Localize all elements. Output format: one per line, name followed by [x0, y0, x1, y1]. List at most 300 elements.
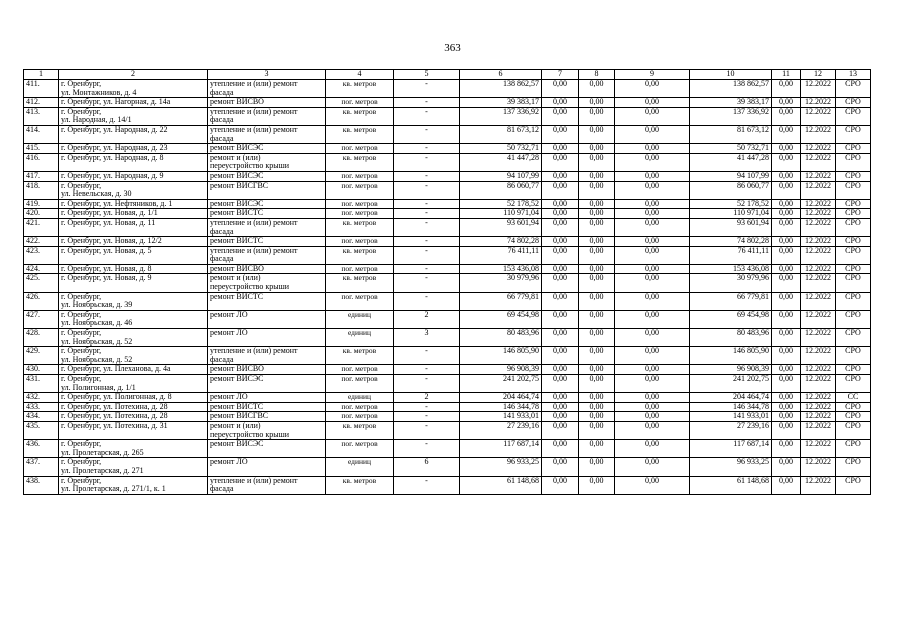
- deadline-cell: 12.2022: [801, 310, 836, 328]
- unit-cell: пог. метров: [326, 181, 394, 199]
- work-type-cell-line: утепление и (или) ремонт: [210, 476, 298, 485]
- col11-cell: 0,00: [772, 347, 801, 365]
- unit-cell: пог. метров: [326, 412, 394, 422]
- address-cell: [59, 80, 208, 98]
- col9-cell: 0,00: [615, 181, 690, 199]
- work-type-cell-line: ремонт и (или): [210, 273, 261, 283]
- cost-fund-cell: 96 933,25: [690, 458, 772, 476]
- col11-cell: 0,00: [772, 393, 801, 403]
- unit-cell: пог. метров: [326, 199, 394, 209]
- work-type-cell-line: ремонт ЛО: [210, 457, 248, 467]
- col7-cell: 0,00: [542, 218, 579, 236]
- cost-fund-cell: 138 862,57: [690, 80, 772, 98]
- col7-cell: 0,00: [542, 98, 579, 108]
- row-number: 437.: [24, 458, 59, 476]
- address-cell: [59, 246, 208, 264]
- address-cell: [59, 476, 208, 494]
- work-type-cell-line: ремонт ВИСВО: [210, 364, 264, 374]
- unit-cell: кв. метров: [326, 347, 394, 365]
- col9-cell: 0,00: [615, 80, 690, 98]
- work-type-cell: [208, 199, 326, 209]
- table-row: [24, 292, 871, 310]
- cost-total-cell: 30 979,96: [460, 274, 542, 292]
- table-row: [24, 209, 871, 219]
- work-type-cell-line: ремонт ВИСЭС: [210, 439, 264, 449]
- col8-cell: 0,00: [579, 199, 615, 209]
- volume-cell: -: [394, 171, 460, 181]
- col8-cell: 0,00: [579, 329, 615, 347]
- volume-cell: -: [394, 476, 460, 494]
- method-cell: СРО: [836, 181, 871, 199]
- work-type-cell: [208, 421, 326, 439]
- column-header: 9: [615, 70, 690, 80]
- table-row: [24, 199, 871, 209]
- col11-cell: 0,00: [772, 458, 801, 476]
- cost-fund-cell: 153 436,08: [690, 264, 772, 274]
- table-row: [24, 107, 871, 125]
- col8-cell: 0,00: [579, 218, 615, 236]
- col8-cell: 0,00: [579, 144, 615, 154]
- address-cell: [59, 171, 208, 181]
- col8-cell: 0,00: [579, 476, 615, 494]
- deadline-cell: 12.2022: [801, 171, 836, 181]
- work-type-cell-line: ремонт и (или): [210, 153, 261, 162]
- col7-cell: 0,00: [542, 440, 579, 458]
- cost-fund-cell: 93 601,94: [690, 218, 772, 236]
- work-type-cell-line: фасада: [210, 87, 234, 97]
- address-cell: [59, 375, 208, 393]
- unit-cell: кв. метров: [326, 153, 394, 171]
- work-type-cell: [208, 237, 326, 247]
- table-row: [24, 347, 871, 365]
- unit-cell: пог. метров: [326, 375, 394, 393]
- col8-cell: 0,00: [579, 458, 615, 476]
- work-type-cell-line: ремонт ВИСТС: [210, 208, 264, 218]
- col7-cell: 0,00: [542, 393, 579, 403]
- work-type-cell-line: утепление и (или) ремонт: [210, 79, 298, 88]
- col7-cell: 0,00: [542, 107, 579, 125]
- cost-total-cell: 52 178,52: [460, 199, 542, 209]
- col8-cell: 0,00: [579, 125, 615, 143]
- cost-fund-cell: 94 107,99: [690, 171, 772, 181]
- col11-cell: 0,00: [772, 209, 801, 219]
- address-cell: [59, 98, 208, 108]
- column-header: 11: [772, 70, 801, 80]
- work-type-cell: [208, 402, 326, 412]
- address-cell-line: г. Оренбург, ул. Потехина, д. 28: [61, 411, 168, 421]
- col7-cell: 0,00: [542, 402, 579, 412]
- col11-cell: 0,00: [772, 365, 801, 375]
- col9-cell: 0,00: [615, 365, 690, 375]
- cost-total-cell: 41 447,28: [460, 153, 542, 171]
- deadline-cell: 12.2022: [801, 375, 836, 393]
- row-number: 411.: [24, 80, 59, 98]
- work-type-cell-line: фасада: [210, 354, 234, 364]
- method-cell: СРО: [836, 264, 871, 274]
- row-number: 438.: [24, 476, 59, 494]
- method-cell: СРО: [836, 98, 871, 108]
- row-number: 417.: [24, 171, 59, 181]
- col11-cell: 0,00: [772, 237, 801, 247]
- work-type-cell-line: фасада: [210, 133, 234, 143]
- address-cell: [59, 107, 208, 125]
- column-header: 6: [460, 70, 542, 80]
- address-cell-line: г. Оренбург,: [61, 439, 102, 449]
- address-cell: [59, 310, 208, 328]
- col7-cell: 0,00: [542, 125, 579, 143]
- cost-total-cell: 146 344,78: [460, 402, 542, 412]
- work-type-cell: [208, 181, 326, 199]
- row-number: 427.: [24, 310, 59, 328]
- work-type-cell-line: ремонт ЛО: [210, 310, 248, 319]
- address-cell-line: г. Оренбург,: [61, 181, 102, 190]
- address-cell-line: ул. Монтажников, д. 4: [61, 87, 137, 97]
- volume-cell: -: [394, 246, 460, 264]
- register-table: [23, 69, 871, 495]
- unit-cell: пог. метров: [326, 365, 394, 375]
- address-cell-line: г. Оренбург, ул. Новая, д. 12/2: [61, 236, 162, 246]
- unit-cell: пог. метров: [326, 264, 394, 274]
- work-type-cell: [208, 153, 326, 171]
- col9-cell: 0,00: [615, 125, 690, 143]
- table-row: [24, 440, 871, 458]
- table-row: [24, 264, 871, 274]
- work-type-cell-line: утепление и (или) ремонт: [210, 346, 298, 356]
- address-cell-line: г. Оренбург,: [61, 79, 102, 88]
- address-cell-line: г. Оренбург, ул. Новая, д. 9: [61, 273, 152, 283]
- volume-cell: 3: [394, 329, 460, 347]
- row-number: 425.: [24, 274, 59, 292]
- address-cell-line: г. Оренбург,: [61, 374, 102, 383]
- cost-total-cell: 146 805,90: [460, 347, 542, 365]
- work-type-cell: [208, 292, 326, 310]
- col11-cell: 0,00: [772, 440, 801, 458]
- unit-cell: единиц: [326, 329, 394, 347]
- volume-cell: 2: [394, 393, 460, 403]
- method-cell: СРО: [836, 310, 871, 328]
- method-cell: СРО: [836, 365, 871, 375]
- address-cell: [59, 440, 208, 458]
- work-type-cell: [208, 218, 326, 236]
- column-header: 4: [326, 70, 394, 80]
- work-type-cell: [208, 310, 326, 328]
- col9-cell: 0,00: [615, 199, 690, 209]
- unit-cell: пог. метров: [326, 402, 394, 412]
- col11-cell: 0,00: [772, 412, 801, 422]
- row-number: 418.: [24, 181, 59, 199]
- deadline-cell: 12.2022: [801, 218, 836, 236]
- row-number: 416.: [24, 153, 59, 171]
- method-cell: СРО: [836, 476, 871, 494]
- work-type-cell-line: утепление и (или) ремонт: [210, 125, 298, 134]
- col8-cell: 0,00: [579, 274, 615, 292]
- cost-total-cell: 39 383,17: [460, 98, 542, 108]
- row-number: 436.: [24, 440, 59, 458]
- address-cell-line: г. Оренбург, ул. Нагорная, д. 14а: [61, 97, 171, 107]
- deadline-cell: 12.2022: [801, 365, 836, 375]
- col8-cell: 0,00: [579, 402, 615, 412]
- col11-cell: 0,00: [772, 125, 801, 143]
- volume-cell: -: [394, 144, 460, 154]
- row-number: 432.: [24, 393, 59, 403]
- work-type-cell: [208, 209, 326, 219]
- unit-cell: кв. метров: [326, 246, 394, 264]
- row-number: 430.: [24, 365, 59, 375]
- work-type-cell-line: переустройство крыши: [210, 161, 290, 171]
- cost-fund-cell: 241 202,75: [690, 375, 772, 393]
- address-cell: [59, 274, 208, 292]
- col8-cell: 0,00: [579, 209, 615, 219]
- address-cell-line: г. Оренбург, ул. Народная, д. 22: [61, 125, 168, 134]
- row-number: 429.: [24, 347, 59, 365]
- table-row: [24, 375, 871, 393]
- volume-cell: 6: [394, 458, 460, 476]
- col8-cell: 0,00: [579, 393, 615, 403]
- col8-cell: 0,00: [579, 347, 615, 365]
- cost-fund-cell: 110 971,04: [690, 209, 772, 219]
- address-cell-line: ул. Полигонная, д. 1/1: [61, 382, 136, 392]
- row-number: 426.: [24, 292, 59, 310]
- address-cell-line: г. Оренбург, ул. Плеханова, д. 4а: [61, 364, 171, 374]
- unit-cell: пог. метров: [326, 237, 394, 247]
- cost-fund-cell: 141 933,01: [690, 412, 772, 422]
- col9-cell: 0,00: [615, 153, 690, 171]
- work-type-cell: [208, 329, 326, 347]
- address-cell: [59, 264, 208, 274]
- col8-cell: 0,00: [579, 421, 615, 439]
- address-cell-line: г. Оренбург, ул. Нефтяников, д. 1: [61, 199, 173, 208]
- col8-cell: 0,00: [579, 292, 615, 310]
- volume-cell: -: [394, 218, 460, 236]
- col8-cell: 0,00: [579, 98, 615, 108]
- unit-cell: кв. метров: [326, 218, 394, 236]
- work-type-cell-line: ремонт ЛО: [210, 392, 248, 402]
- volume-cell: -: [394, 402, 460, 412]
- address-cell-line: г. Оренбург, ул. Народная, д. 9: [61, 171, 164, 180]
- work-type-cell-line: ремонт ВИСТС: [210, 236, 264, 246]
- deadline-cell: 12.2022: [801, 412, 836, 422]
- unit-cell: кв. метров: [326, 421, 394, 439]
- table-row: [24, 181, 871, 199]
- cost-total-cell: 69 454,98: [460, 310, 542, 328]
- address-cell: [59, 209, 208, 219]
- work-type-cell-line: ремонт ВИСТС: [210, 402, 264, 411]
- cost-fund-cell: 30 979,96: [690, 274, 772, 292]
- col11-cell: 0,00: [772, 98, 801, 108]
- address-cell: [59, 365, 208, 375]
- table-row: [24, 144, 871, 154]
- table-row: [24, 171, 871, 181]
- address-cell-line: г. Оренбург, ул. Потехина, д. 28: [61, 402, 168, 411]
- address-cell-line: г. Оренбург,: [61, 328, 102, 338]
- address-cell: [59, 199, 208, 209]
- method-cell: СРО: [836, 125, 871, 143]
- table-row: [24, 421, 871, 439]
- column-header: 1: [24, 70, 59, 80]
- work-type-cell-line: ремонт ВИСЭС: [210, 199, 264, 208]
- unit-cell: кв. метров: [326, 80, 394, 98]
- cost-fund-cell: 96 908,39: [690, 365, 772, 375]
- work-type-cell: [208, 458, 326, 476]
- deadline-cell: 12.2022: [801, 209, 836, 219]
- cost-total-cell: 137 336,92: [460, 107, 542, 125]
- row-number: 428.: [24, 329, 59, 347]
- address-cell: [59, 153, 208, 171]
- work-type-cell: [208, 375, 326, 393]
- unit-cell: пог. метров: [326, 209, 394, 219]
- cost-total-cell: 94 107,99: [460, 171, 542, 181]
- cost-fund-cell: 146 805,90: [690, 347, 772, 365]
- col8-cell: 0,00: [579, 365, 615, 375]
- cost-total-cell: 81 673,12: [460, 125, 542, 143]
- deadline-cell: 12.2022: [801, 292, 836, 310]
- cost-total-cell: 76 411,11: [460, 246, 542, 264]
- method-cell: СРО: [836, 421, 871, 439]
- volume-cell: -: [394, 237, 460, 247]
- cost-fund-cell: 204 464,74: [690, 393, 772, 403]
- column-header: 12: [801, 70, 836, 80]
- col7-cell: 0,00: [542, 209, 579, 219]
- col9-cell: 0,00: [615, 107, 690, 125]
- volume-cell: -: [394, 264, 460, 274]
- unit-cell: единиц: [326, 393, 394, 403]
- column-header: 13: [836, 70, 871, 80]
- volume-cell: 2: [394, 310, 460, 328]
- address-cell-line: г. Оренбург, ул. Потехина, д. 31: [61, 421, 168, 430]
- deadline-cell: 12.2022: [801, 125, 836, 143]
- col11-cell: 0,00: [772, 144, 801, 154]
- unit-cell: кв. метров: [326, 476, 394, 494]
- address-cell: [59, 144, 208, 154]
- cost-fund-cell: 69 454,98: [690, 310, 772, 328]
- col11-cell: 0,00: [772, 246, 801, 264]
- deadline-cell: 12.2022: [801, 181, 836, 199]
- unit-cell: кв. метров: [326, 107, 394, 125]
- table-row: [24, 476, 871, 494]
- address-cell-line: г. Оренбург, ул. Новая, д. 1/1: [61, 208, 158, 218]
- work-type-cell-line: ремонт ВИСЭС: [210, 374, 264, 383]
- col9-cell: 0,00: [615, 274, 690, 292]
- col11-cell: 0,00: [772, 199, 801, 209]
- col9-cell: 0,00: [615, 421, 690, 439]
- cost-fund-cell: 61 148,68: [690, 476, 772, 494]
- volume-cell: -: [394, 292, 460, 310]
- cost-total-cell: 93 601,94: [460, 218, 542, 236]
- col8-cell: 0,00: [579, 375, 615, 393]
- col9-cell: 0,00: [615, 440, 690, 458]
- col11-cell: 0,00: [772, 476, 801, 494]
- address-cell-line: г. Оренбург, ул. Полигонная, д. 8: [61, 392, 172, 402]
- col7-cell: 0,00: [542, 365, 579, 375]
- col7-cell: 0,00: [542, 274, 579, 292]
- deadline-cell: 12.2022: [801, 237, 836, 247]
- cost-fund-cell: 27 239,16: [690, 421, 772, 439]
- col11-cell: 0,00: [772, 375, 801, 393]
- col7-cell: 0,00: [542, 237, 579, 247]
- cost-fund-cell: 39 383,17: [690, 98, 772, 108]
- cost-total-cell: 204 464,74: [460, 393, 542, 403]
- col11-cell: 0,00: [772, 329, 801, 347]
- method-cell: СРО: [836, 218, 871, 236]
- volume-cell: -: [394, 347, 460, 365]
- col11-cell: 0,00: [772, 402, 801, 412]
- col8-cell: 0,00: [579, 310, 615, 328]
- method-cell: СРО: [836, 237, 871, 247]
- col8-cell: 0,00: [579, 80, 615, 98]
- address-cell-line: ул. Ноябрьская, д. 52: [61, 336, 133, 346]
- col9-cell: 0,00: [615, 393, 690, 403]
- address-cell: [59, 347, 208, 365]
- col8-cell: 0,00: [579, 171, 615, 181]
- table-row: [24, 402, 871, 412]
- method-cell: СРО: [836, 209, 871, 219]
- work-type-cell: [208, 476, 326, 494]
- table-row: [24, 412, 871, 422]
- address-cell: [59, 181, 208, 199]
- col7-cell: 0,00: [542, 292, 579, 310]
- col7-cell: 0,00: [542, 199, 579, 209]
- volume-cell: -: [394, 421, 460, 439]
- cost-total-cell: 86 060,77: [460, 181, 542, 199]
- method-cell: СРО: [836, 246, 871, 264]
- table-body: [24, 80, 871, 495]
- work-type-cell: [208, 107, 326, 125]
- row-number: 423.: [24, 246, 59, 264]
- col11-cell: 0,00: [772, 292, 801, 310]
- volume-cell: -: [394, 80, 460, 98]
- address-cell: [59, 421, 208, 439]
- method-cell: СРО: [836, 440, 871, 458]
- method-cell: СРО: [836, 347, 871, 365]
- cost-fund-cell: 50 732,71: [690, 144, 772, 154]
- column-header: 5: [394, 70, 460, 80]
- address-cell-line: ул. Пролетарская, д. 271/1, к. 1: [61, 484, 166, 494]
- table-row: [24, 125, 871, 143]
- volume-cell: -: [394, 209, 460, 219]
- deadline-cell: 12.2022: [801, 274, 836, 292]
- cost-fund-cell: 76 411,11: [690, 246, 772, 264]
- column-header: 10: [690, 70, 772, 80]
- cost-total-cell: 96 908,39: [460, 365, 542, 375]
- method-cell: СРО: [836, 375, 871, 393]
- row-number: 435.: [24, 421, 59, 439]
- cost-fund-cell: 146 344,78: [690, 402, 772, 412]
- address-cell-line: г. Оренбург, ул. Новая, д. 8: [61, 264, 152, 273]
- work-type-cell-line: ремонт ЛО: [210, 328, 248, 338]
- work-type-cell: [208, 393, 326, 403]
- address-cell-line: ул. Ноябрьская, д. 52: [61, 354, 133, 364]
- address-cell-line: г. Оренбург,: [61, 310, 102, 319]
- unit-cell: пог. метров: [326, 144, 394, 154]
- table-row: [24, 274, 871, 292]
- work-type-cell: [208, 144, 326, 154]
- work-type-cell: [208, 365, 326, 375]
- col9-cell: 0,00: [615, 375, 690, 393]
- method-cell: СРО: [836, 107, 871, 125]
- col7-cell: 0,00: [542, 264, 579, 274]
- volume-cell: -: [394, 98, 460, 108]
- table-row: [24, 246, 871, 264]
- unit-cell: кв. метров: [326, 125, 394, 143]
- column-header: 8: [579, 70, 615, 80]
- deadline-cell: 12.2022: [801, 393, 836, 403]
- work-type-cell-line: ремонт и (или): [210, 421, 261, 430]
- work-type-cell: [208, 264, 326, 274]
- address-cell-line: ул. Пролетарская, д. 271: [61, 465, 144, 475]
- cost-fund-cell: 74 802,28: [690, 237, 772, 247]
- work-type-cell-line: ремонт ВИСТС: [210, 292, 264, 301]
- page-number: 363: [444, 42, 461, 54]
